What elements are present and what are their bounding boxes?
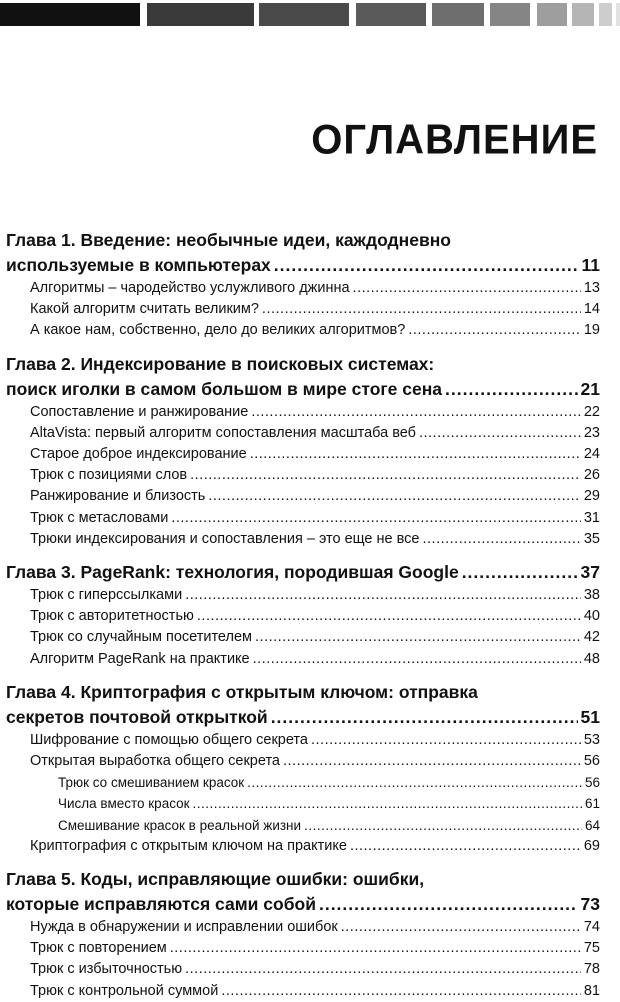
header-bar xyxy=(537,3,567,26)
chapter-title-text: Глава 3. PageRank: технология, породившая Google xyxy=(6,562,459,583)
toc-section-entry[interactable] xyxy=(6,959,600,980)
chapter-title-text: Глава 2. Индексирование в поисковых системах: xyxy=(6,353,435,374)
dot-leader xyxy=(304,815,582,836)
chapter-title-line[interactable] xyxy=(6,867,600,892)
chapter-entry[interactable] xyxy=(6,560,600,585)
section-page-number: 14 xyxy=(583,301,600,318)
section-title: Трюк со смешиванием красок xyxy=(58,775,245,791)
chapter-title-line[interactable] xyxy=(6,352,600,377)
chapter-page-number: 11 xyxy=(581,255,600,275)
dot-leader xyxy=(419,423,581,444)
header-bar xyxy=(490,3,530,26)
section-title: Трюк с гиперссылками xyxy=(30,587,183,604)
section-title: Трюк с контрольной суммой xyxy=(30,982,219,999)
chapter-title-text: Глава 4. Криптография с открытым ключом: отправка xyxy=(6,681,478,702)
toc-section-entry[interactable] xyxy=(6,402,600,423)
toc-section-entry[interactable] xyxy=(6,486,600,507)
dot-leader xyxy=(462,560,578,585)
toc-subsection-entry[interactable] xyxy=(6,815,600,836)
toc-chapter xyxy=(6,352,600,550)
section-title: Шифрование с помощью общего секрета xyxy=(30,731,308,748)
section-title: Криптография с открытым ключом на практике xyxy=(30,837,347,854)
dot-leader xyxy=(190,465,581,486)
header-bar xyxy=(616,3,620,26)
section-title: Трюк с метасловами xyxy=(30,509,169,526)
chapter-title-text: Глава 5. Коды, исправляющие ошибки: ошибки, xyxy=(6,869,425,890)
section-title: Алгоритмы – чародейство услужливого джинна xyxy=(30,280,350,296)
toc-chapter xyxy=(6,228,600,342)
toc-chapter xyxy=(6,680,600,857)
chapter-title-line[interactable] xyxy=(6,228,600,253)
chapter-entry[interactable] xyxy=(6,377,600,402)
chapter-page-number: 37 xyxy=(580,562,600,583)
dot-leader xyxy=(247,772,582,793)
section-title: Трюк со случайным посетителем xyxy=(30,629,253,646)
toc-section-entry[interactable] xyxy=(6,299,600,320)
chapter-entry[interactable] xyxy=(6,892,600,917)
section-page-number: 56 xyxy=(584,775,600,791)
section-page-number: 53 xyxy=(583,731,600,748)
dot-leader xyxy=(271,705,578,730)
dot-leader xyxy=(250,444,581,465)
section-page-number: 19 xyxy=(583,322,600,339)
dot-leader xyxy=(445,377,578,402)
toc-section-entry[interactable] xyxy=(6,278,600,299)
section-page-number: 48 xyxy=(583,650,600,667)
section-page-number: 64 xyxy=(584,817,600,833)
chapter-page-number: 73 xyxy=(580,894,600,915)
toc-subsection-entry[interactable] xyxy=(6,772,600,793)
dot-leader xyxy=(274,253,579,278)
chapter-entry[interactable] xyxy=(6,253,600,278)
section-page-number: 26 xyxy=(583,467,600,484)
section-title: Ранжирование и близость xyxy=(30,488,206,505)
section-page-number: 56 xyxy=(583,753,600,770)
section-title: А какое нам, собственно, дело до великих алгоритмов? xyxy=(30,322,406,339)
chapter-page-number: 21 xyxy=(580,378,600,399)
section-title: Старое доброе индексирование xyxy=(30,446,247,463)
section-page-number: 13 xyxy=(583,280,600,296)
section-page-number: 22 xyxy=(583,403,600,420)
chapter-title-text: Глава 1. Введение: необычные идеи, каждодневно xyxy=(6,230,451,250)
section-title: Нужда в обнаружении и исправлении ошибок xyxy=(30,919,338,936)
dot-leader xyxy=(408,320,581,341)
toc-section-entry[interactable] xyxy=(6,320,600,341)
section-title: Трюк с позициями слов xyxy=(30,467,188,484)
section-title: Числа вместо красок xyxy=(58,796,190,812)
section-title: Смешивание красок в реальной жизни xyxy=(58,817,302,833)
section-title: Сопоставление и ранжирование xyxy=(30,403,249,420)
chapter-title-text: поиск иголки в самом большом в мире стоге сена xyxy=(6,378,443,399)
dot-leader xyxy=(221,981,581,1002)
section-title: Трюки индексирования и сопоставления – это еще не все xyxy=(30,530,420,547)
header-bar xyxy=(432,3,484,26)
section-title: Трюк с авторитетностью xyxy=(30,608,194,625)
dot-leader xyxy=(255,627,581,648)
toc-section-entry[interactable] xyxy=(6,649,600,670)
header-bar xyxy=(599,3,612,26)
chapter-page-number: 51 xyxy=(580,706,600,727)
dot-leader xyxy=(341,917,581,938)
toc-section-entry[interactable] xyxy=(6,585,600,606)
dot-leader xyxy=(262,299,581,320)
section-title: Трюк с повторением xyxy=(30,940,167,957)
section-page-number: 31 xyxy=(583,509,600,526)
toc-section-entry[interactable] xyxy=(6,938,600,959)
section-page-number: 74 xyxy=(583,919,600,936)
section-title: Открытая выработка общего секрета xyxy=(30,753,280,770)
toc-section-entry[interactable] xyxy=(6,751,600,772)
chapter-title-line[interactable] xyxy=(6,680,600,705)
dot-leader xyxy=(283,751,581,772)
header-bar xyxy=(147,3,254,26)
dot-leader xyxy=(350,836,581,857)
section-page-number: 78 xyxy=(583,961,600,978)
table-of-contents xyxy=(6,228,600,1002)
toc-subsection-entry[interactable] xyxy=(6,793,600,814)
toc-section-entry[interactable] xyxy=(6,606,600,627)
dot-leader xyxy=(353,278,581,299)
header-bar xyxy=(356,3,426,26)
section-page-number: 42 xyxy=(583,629,600,646)
toc-section-entry[interactable] xyxy=(6,981,600,1002)
header-bar xyxy=(259,3,349,26)
dot-leader xyxy=(319,892,578,917)
section-page-number: 75 xyxy=(583,940,600,957)
chapter-title-text: которые исправляются сами собой xyxy=(6,894,316,915)
dot-leader xyxy=(251,402,581,423)
section-page-number: 40 xyxy=(583,608,600,625)
section-page-number: 81 xyxy=(583,982,600,999)
dot-leader xyxy=(197,606,581,627)
dot-leader xyxy=(208,486,581,507)
dot-leader xyxy=(170,938,581,959)
toc-section-entry[interactable] xyxy=(6,465,600,486)
section-page-number: 61 xyxy=(584,796,600,812)
dot-leader xyxy=(311,730,581,751)
section-title: Трюк с избыточностью xyxy=(30,961,183,978)
toc-section-entry[interactable] xyxy=(6,529,600,550)
dot-leader xyxy=(185,585,581,606)
section-page-number: 29 xyxy=(583,488,600,505)
section-page-number: 35 xyxy=(583,530,600,547)
toc-section-entry[interactable] xyxy=(6,730,600,751)
section-page-number: 24 xyxy=(583,446,600,463)
header-bar xyxy=(572,3,594,26)
section-page-number: 38 xyxy=(583,587,600,604)
section-title: Алгоритм PageRank на практике xyxy=(30,650,250,667)
chapter-title-text: секретов почтовой открыткой xyxy=(6,706,268,727)
toc-section-entry[interactable] xyxy=(6,836,600,857)
page-title: ОГЛАВЛЕНИЕ xyxy=(311,116,598,164)
dot-leader xyxy=(253,649,581,670)
section-title: AltaVista: первый алгоритм сопоставления масштаба веб xyxy=(30,424,416,441)
section-title: Какой алгоритм считать великим? xyxy=(30,301,259,318)
section-page-number: 69 xyxy=(583,837,600,854)
toc-section-entry[interactable] xyxy=(6,423,600,444)
dot-leader xyxy=(185,959,581,980)
header-bar xyxy=(0,3,140,26)
toc-chapter xyxy=(6,560,600,670)
chapter-title-text: используемые в компьютерах xyxy=(6,255,271,275)
dot-leader xyxy=(171,508,581,529)
dot-leader xyxy=(422,529,580,550)
toc-chapter xyxy=(6,867,600,1002)
header-decoration xyxy=(0,0,620,28)
section-page-number: 23 xyxy=(583,424,600,441)
dot-leader xyxy=(193,793,582,814)
toc-section-entry[interactable] xyxy=(6,627,600,648)
toc-section-entry[interactable] xyxy=(6,508,600,529)
toc-section-entry[interactable] xyxy=(6,917,600,938)
chapter-entry[interactable] xyxy=(6,705,600,730)
toc-section-entry[interactable] xyxy=(6,444,600,465)
